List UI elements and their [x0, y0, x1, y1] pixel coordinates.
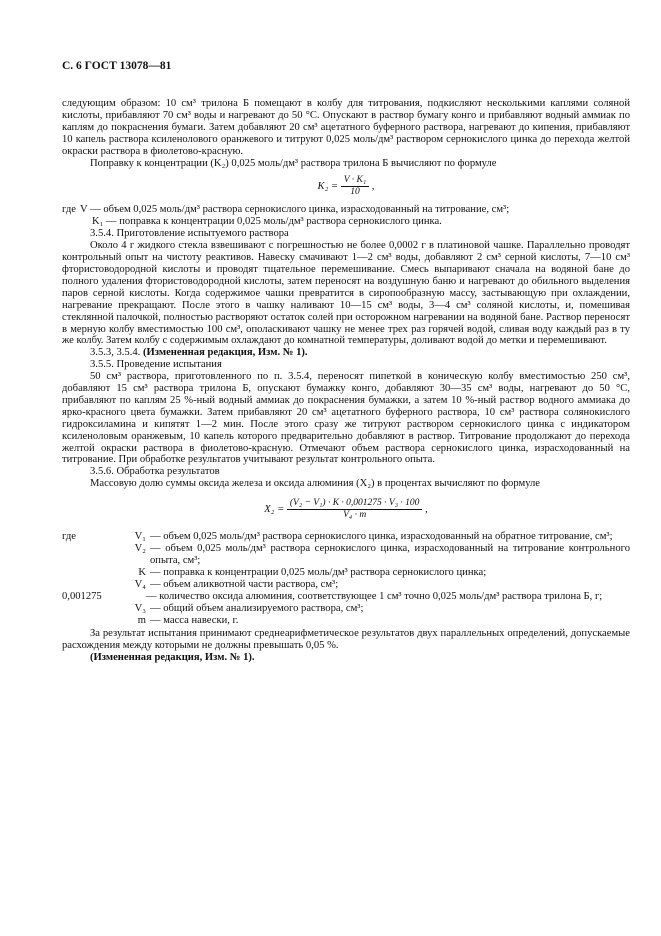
page-header: С. 6 ГОСТ 13078—81 [62, 60, 172, 72]
formula-x2-fraction [287, 498, 423, 521]
final-paragraph: За результат испытания принимают среднеарифметическое результатов двух параллельных определений, допускаемые расхождения между которыми не должны превышать 0,05 %. [62, 628, 630, 652]
definition-row [62, 603, 630, 615]
intro-paragraph: следующим образом: 10 см³ трилона Б помещают в колбу для титрования, подкисляют несколькими каплями соляной кислоты, прибавляют 70 см³ воды и нагревают до 50 °С. Опускают в раствор бумагу конго и прибавляют водный аммиак по каплям до покраснения бумаги. Затем добавляют 20 см³ ацетатного буферного раствора, нагревают до кипения, прибавляют 10 капель раствора ксиленолового оранжевого и титруют 0,025 моль/дм³ раствором сернокислого цинка до перехода желтой окраски раствора в фиолетово-красную. [62, 98, 630, 157]
definition-prefix: 0,001275 [62, 590, 102, 602]
section-3-5-4-body: Около 4 г жидкого стекла взвешивают с погрешностью не более 0,0002 г в платиновой чашке. Параллельно проводят контрольный опыт на чистоту реактивов. Навеску смачивают 1—2 см³ воды, добавляют 2 см³ серной кислоты, 7—10 см³ фтористоводородной кислоты и проводят тщательное перемешивание. Смесь выпаривают сначала на водяной бане до полного удаления фтористоводородной кислоты, затем переносят на воздушную баню и нагревают до обильного выделения паров серной кислоты. Когда содержимое чашки превратится в сиропообразную массу, застывающую при охлаждении, нагревание прекращают. После этого в чашку наливают 10—15 см³ воды, 3—4 см³ соляной кислоты, и, помешивая стеклянной палочкой, полностью растворяют остаток солей при осторожном нагревании на водяной бане. Раствор переносят в мерную колбу вместимостью 100 см³, ополаскивают чашку не менее трех раз горячей водой, сливая воду каждый раз в ту же колбу. Затем колбу с содержимым охлаждают до комнатной температуры, доливают водой до метки и перемешивают. [62, 240, 630, 347]
definition-symbol: V₃ [134, 602, 146, 614]
where-def-k1: K₁ — поправка к концентрации 0,025 моль/дм³ раствора сернокислого цинка. [92, 216, 442, 228]
definition-row [62, 579, 630, 591]
where-label: где [62, 204, 76, 216]
definition-prefix [62, 543, 102, 567]
formula-x2-denominator: V₄ · m [343, 510, 367, 521]
formula-x2-lhs: X₂ = [264, 504, 285, 516]
definition-row [62, 591, 630, 603]
section-3-5-6-body: Массовую долю суммы оксида железа и оксида алюминия (X₂) в процентах вычисляют по формуле [90, 478, 541, 490]
definition-row [62, 531, 630, 543]
definition-text: — объем 0,025 моль/дм³ раствора сернокислого цинка, израсходованный на титрование контрольного опыта, см³; [150, 543, 630, 566]
correction-paragraph: Поправку к концентрации (K₂) 0,025 моль/дм³ раствора трилона Б вычисляют по формуле [90, 157, 497, 169]
formula-x2-numerator: (V₂ − V₁) · K · 0,001275 · V₃ · 100 [287, 498, 423, 510]
amendment-note-1 [62, 347, 630, 359]
definition-prefix [62, 603, 102, 615]
definition-symbol: V₂ [134, 543, 146, 555]
where-def-v: V — объем 0,025 моль/дм³ раствора сернокислого цинка, израсходованный на титрование, см³; [80, 204, 510, 216]
definition-prefix [62, 579, 102, 591]
section-3-5-5-body: 50 см³ раствора, приготовленного по п. 3.5.4, переносят пипеткой в коническую колбу вместимостью 250 см³, добавляют 15 см³ раствора трилона Б, опускают бумажку конго, добавляют 30—35 см³ воды, нагревают до 50 °С, прибавляют по каплям 25 %-ный водный аммиак до покраснения бумажки, а затем 10 %-ный раствор водного аммиака до ярко-красного цвета бумажки. Затем прибавляют 20 см³ ацетатного буферного раствора, 10 см³ раствора солянокислого гидроксиламина и кипятят 1—2 мин. После этого сразу же титруют раствором сернокислого цинка с индикатором ксиленоловым оранжевым, 10 капель которого предварительно добавляют в раствор. Титрование продолжают до перехода желтой окраски раствора в фиолетово-красную. Отмечают объем раствора сернокислого цинка, израсходованный на титрование. При обработке результатов учитывают результат контрольного опыта. [62, 371, 630, 466]
formula-x2-tail: , [425, 504, 428, 516]
section-3-5-5-title: 3.5.5. Проведение испытания [90, 359, 222, 371]
formula-k2-fraction [341, 175, 369, 198]
formula-k2-lhs: K₂ = [317, 181, 339, 193]
definition-row [62, 543, 630, 567]
definitions-list [62, 531, 630, 626]
amendment-note-1-prefix: 3.5.3, 3.5.4. [90, 347, 141, 359]
definition-text: — масса навески, г. [150, 614, 239, 626]
definition-text: — объем 0,025 моль/дм³ раствора сернокислого цинка, израсходованный на обратное титрование, см³; [150, 531, 613, 543]
formula-k2-numerator: V · K₁ [341, 175, 369, 187]
formula-k2-tail: , [371, 181, 375, 193]
formula-k2 [62, 175, 630, 198]
definition-text: — количество оксида алюминия, соответствующее 1 см³ точно 0,025 моль/дм³ раствора трилона Б, г; [146, 590, 603, 602]
formula-x2 [62, 498, 630, 521]
definition-text: — общий объем анализируемого раствора, см³; [150, 602, 364, 614]
where-block-1 [62, 204, 630, 216]
formula-k2-denominator: 10 [350, 187, 360, 198]
definition-symbol: V₄ [134, 578, 146, 590]
amendment-note-2-text: (Измененная редакция, Изм. № 1). [90, 652, 255, 664]
definition-text: — объем аликвотной части раствора, см³; [150, 578, 339, 590]
definition-prefix [62, 615, 102, 627]
amendment-note-1-text: (Измененная редакция, Изм. № 1). [142, 347, 308, 359]
definition-text: — поправка к концентрации 0,025 моль/дм³ раствора сернокислого цинка; [150, 566, 487, 578]
amendment-note-2 [62, 652, 630, 664]
definition-symbol: V₁ [134, 531, 146, 543]
body-text [62, 98, 630, 664]
definition-symbol: K [138, 566, 146, 578]
definition-row [62, 615, 630, 627]
section-3-5-6-title: 3.5.6. Обработка результатов [90, 466, 220, 478]
definition-prefix [62, 567, 102, 579]
definition-symbol: m [137, 614, 146, 626]
definition-prefix: где [62, 531, 76, 543]
definition-row [62, 567, 630, 579]
section-3-5-4-title: 3.5.4. Приготовление испытуемого раствора [90, 228, 289, 240]
